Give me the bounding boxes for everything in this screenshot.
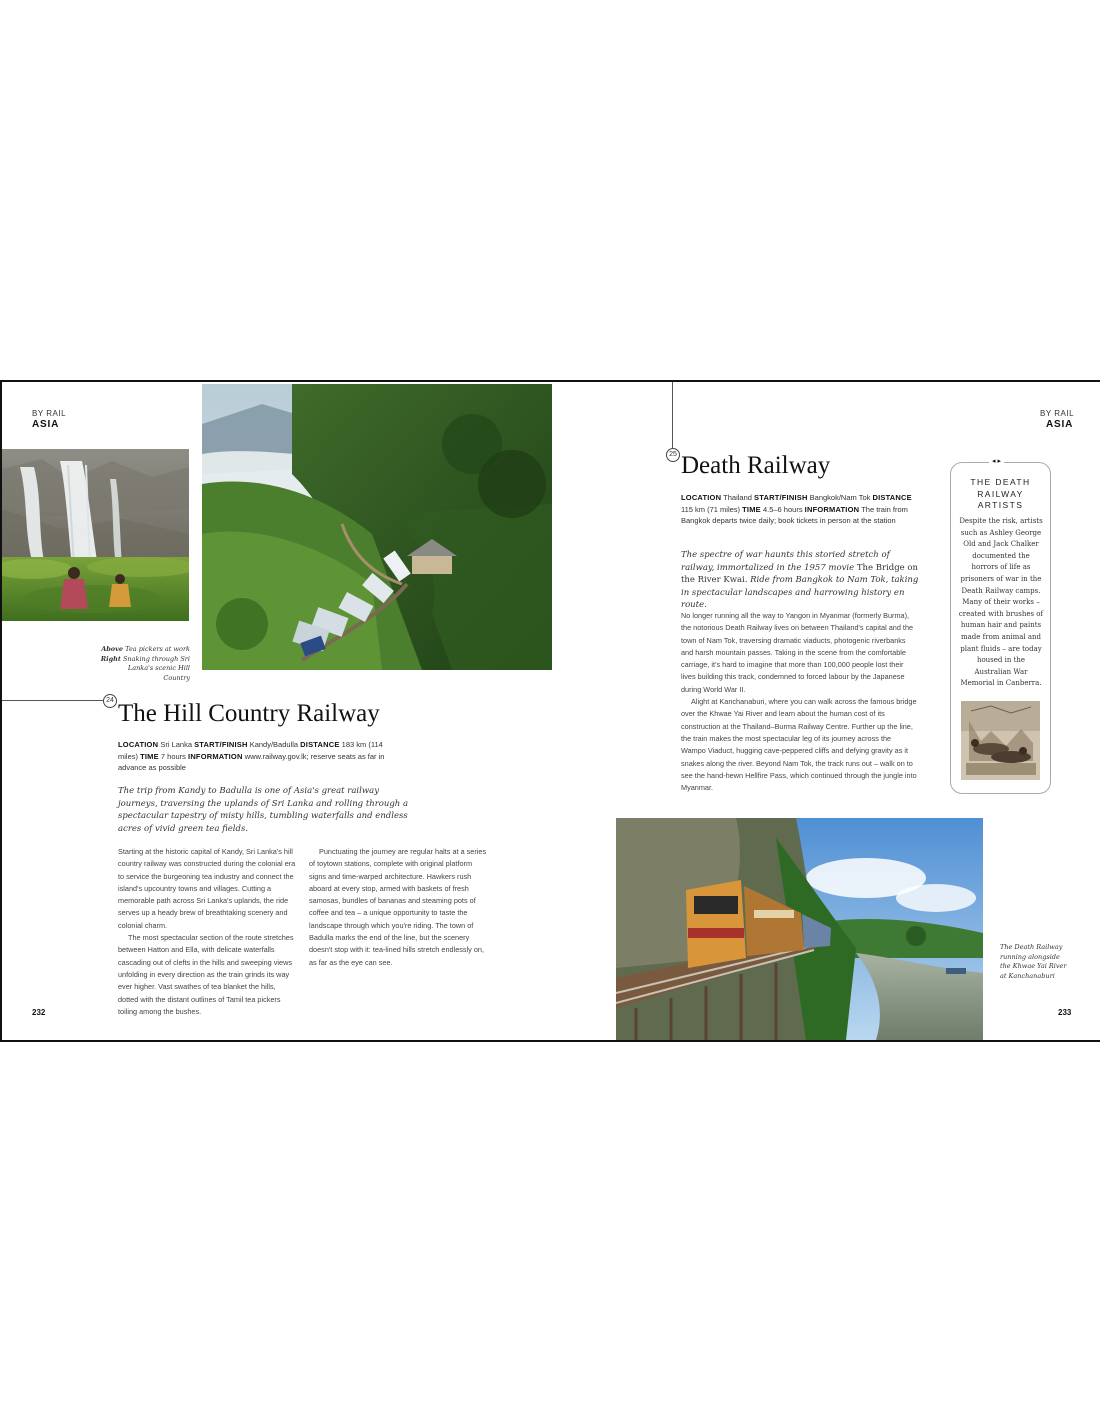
distance-value: 183 km (114 miles) bbox=[118, 740, 383, 761]
dr-distance-label: DISTANCE bbox=[872, 493, 912, 502]
dr-startfinish-value: Bangkok/Nam Tok bbox=[809, 493, 871, 502]
dr-location-label: LOCATION bbox=[681, 493, 722, 502]
dr-information-value: The train from Bangkok departs twice daily; book tickets in person at the station bbox=[681, 504, 908, 525]
dr-intro-film: The Bridge on the River Kwai. bbox=[681, 562, 918, 585]
section-title-left: ASIA bbox=[32, 419, 60, 430]
hill-country-railway-title: The Hill Country Railway bbox=[118, 700, 380, 727]
route-25-rule bbox=[672, 382, 673, 448]
page-number-right: 233 bbox=[1058, 1008, 1072, 1017]
sidebar-title: THE DEATH RAILWAY ARTISTS bbox=[970, 477, 1031, 510]
left-photo-caption bbox=[100, 645, 190, 683]
death-railway-artists-sidebar bbox=[950, 458, 1051, 794]
death-railway-para-1: No longer running all the way to Yangon in Myanmar (formerly Burma), the notorious Death Railway lives on between Thailand's capital and the town of Nam Tok, traversing dramatic viaducts, photogenic riverbanks and harsh mountain passes. Taking in the scene from the comfortable carriage, it's hard to imagine that more than 100,000 people lost their lives building this track, condemned to forced labour by the Japanese during World War II. bbox=[681, 611, 914, 694]
tea-pickers-photo bbox=[2, 449, 189, 621]
route-25-number: 25 bbox=[666, 448, 680, 462]
hill-country-body-col1 bbox=[118, 846, 296, 1018]
death-railway-meta bbox=[681, 492, 921, 527]
information-value: www.railway.gov.lk; reserve seats as far in advance as possible bbox=[118, 751, 385, 772]
sidebar-body: Despite the risk, artists such as Ashley George Old and Jack Chalker documented the horrors of life as prisoners of war in the Death Railway camps. Many of their works – created with brushes of human hair and paints made from animal and plant fluids – are today housed in the Australian War Memorial in Canberra. bbox=[958, 517, 1044, 688]
page-number-left: 232 bbox=[32, 1008, 46, 1017]
hill-country-body-col2 bbox=[309, 846, 487, 969]
hill-country-para-1: Starting at the historic capital of Kandy, Sri Lanka's hill country railway was constructed during the colonial era to service the burgeoning tea industry and connect the island's upcountry towns and villages. Cutting a memorable path across Sri Lanka's uplands, the ride serves up a heady brew of breathtaking scenery and colonial charm. bbox=[118, 847, 296, 930]
information-label: INFORMATION bbox=[188, 751, 243, 761]
section-title-right: ASIA bbox=[1046, 419, 1074, 430]
death-railway-para-2: Alight at Kanchanaburi, where you can walk across the famous bridge over the Khwae Yai River and learn about the human cost of its construction at the Thailand–Burma Railway Centre. Further up the line, the train makes the most spectacular leg of its journey across the Wampo Viaduct, hugging cave-peppered cliffs and defying gravity as it snakes along the river. Beyond Nam Tok, the track runs out – walk on to see the hand-hewn Hellfire Pass, which continued through the jungle into Myanmar. bbox=[681, 697, 917, 793]
section-label-right: BY RAIL bbox=[1040, 409, 1075, 418]
startfinish-label: START/FINISH bbox=[194, 740, 248, 749]
dr-information-label: INFORMATION bbox=[804, 504, 860, 514]
hill-country-intro: The trip from Kandy to Badulla is one of Asia's great railway journeys, traversing the uplands of Sri Lanka and rolling through a spectacular tapestry of misty hills, tumbling waterfalls and endless acres of vivid green tea fields. bbox=[118, 786, 409, 834]
caption-above-text: Tea pickers at work bbox=[125, 645, 190, 653]
distance-label: DISTANCE bbox=[300, 740, 340, 749]
hill-country-para-3: Punctuating the journey are regular halts at a series of toytown stations, complete with original platform signs and time-warped architecture. Hawkers rush aboard at every stop, armed with baskets of fresh samosas, bundles of bananas and steaming pots of coffee and tea – a unique opportunity to taste the landscape through which you're riding. The town of Badulla marks the end of the line, but the scenery doesn't stop with it: tea-lined hills stretch endlessly on, as far as the eye can see. bbox=[309, 847, 487, 967]
death-railway-title: Death Railway bbox=[681, 452, 831, 479]
hill-country-train-photo bbox=[202, 384, 552, 670]
dr-location-value: Thailand bbox=[723, 493, 752, 502]
artwork-thumbnail bbox=[961, 701, 1040, 780]
dr-intro-b: Ride from Bangkok to Nam Tok, taking in spectacular landscapes and harrowing history en route. bbox=[681, 575, 919, 610]
dr-startfinish-label: START/FINISH bbox=[754, 493, 808, 502]
sidebar-arrows-icon: ◂ ▸ bbox=[989, 457, 1004, 465]
death-railway-intro bbox=[681, 549, 921, 612]
section-label-left: BY RAIL bbox=[32, 409, 67, 418]
caption-above-label: Above bbox=[101, 645, 124, 653]
hill-country-meta bbox=[118, 739, 398, 774]
time-value: 7 hours bbox=[160, 751, 186, 761]
death-railway-train-photo bbox=[616, 818, 983, 1040]
book-spread bbox=[0, 380, 1100, 1042]
route-24-number: 24 bbox=[103, 694, 117, 708]
dr-intro-a: The spectre of war haunts this storied stretch of railway, immortalized in the 1957 movie bbox=[681, 550, 890, 573]
caption-right-label: Right bbox=[100, 654, 121, 663]
dr-distance-value: 115 km (71 miles) bbox=[681, 504, 741, 514]
dr-time-label: TIME bbox=[742, 504, 761, 514]
caption-right-text: Snaking through Sri Lanka's scenic Hill Country bbox=[122, 654, 190, 682]
death-railway-body bbox=[681, 610, 917, 794]
dr-time-value: 4.5–6 hours bbox=[762, 504, 803, 514]
right-photo-caption: The Death Railway running alongside the Khwae Yai River at Kanchanaburi bbox=[1000, 943, 1067, 980]
hill-country-para-2: The most spectacular section of the route stretches between Hatton and Ella, with delicate waterfalls cascading out of clefts in the hills and sweeping views unfolding in every direction as the train grinds its way ever higher. Vast swathes of tea blanket the hills, dotted with the distant outlines of Tamil tea pickers toiling among the bushes. bbox=[118, 933, 294, 1016]
route-24-rule bbox=[2, 700, 103, 701]
time-label: TIME bbox=[140, 751, 159, 761]
location-value: Sri Lanka bbox=[160, 740, 192, 749]
startfinish-value: Kandy/Badulla bbox=[249, 740, 299, 749]
location-label: LOCATION bbox=[118, 740, 159, 749]
